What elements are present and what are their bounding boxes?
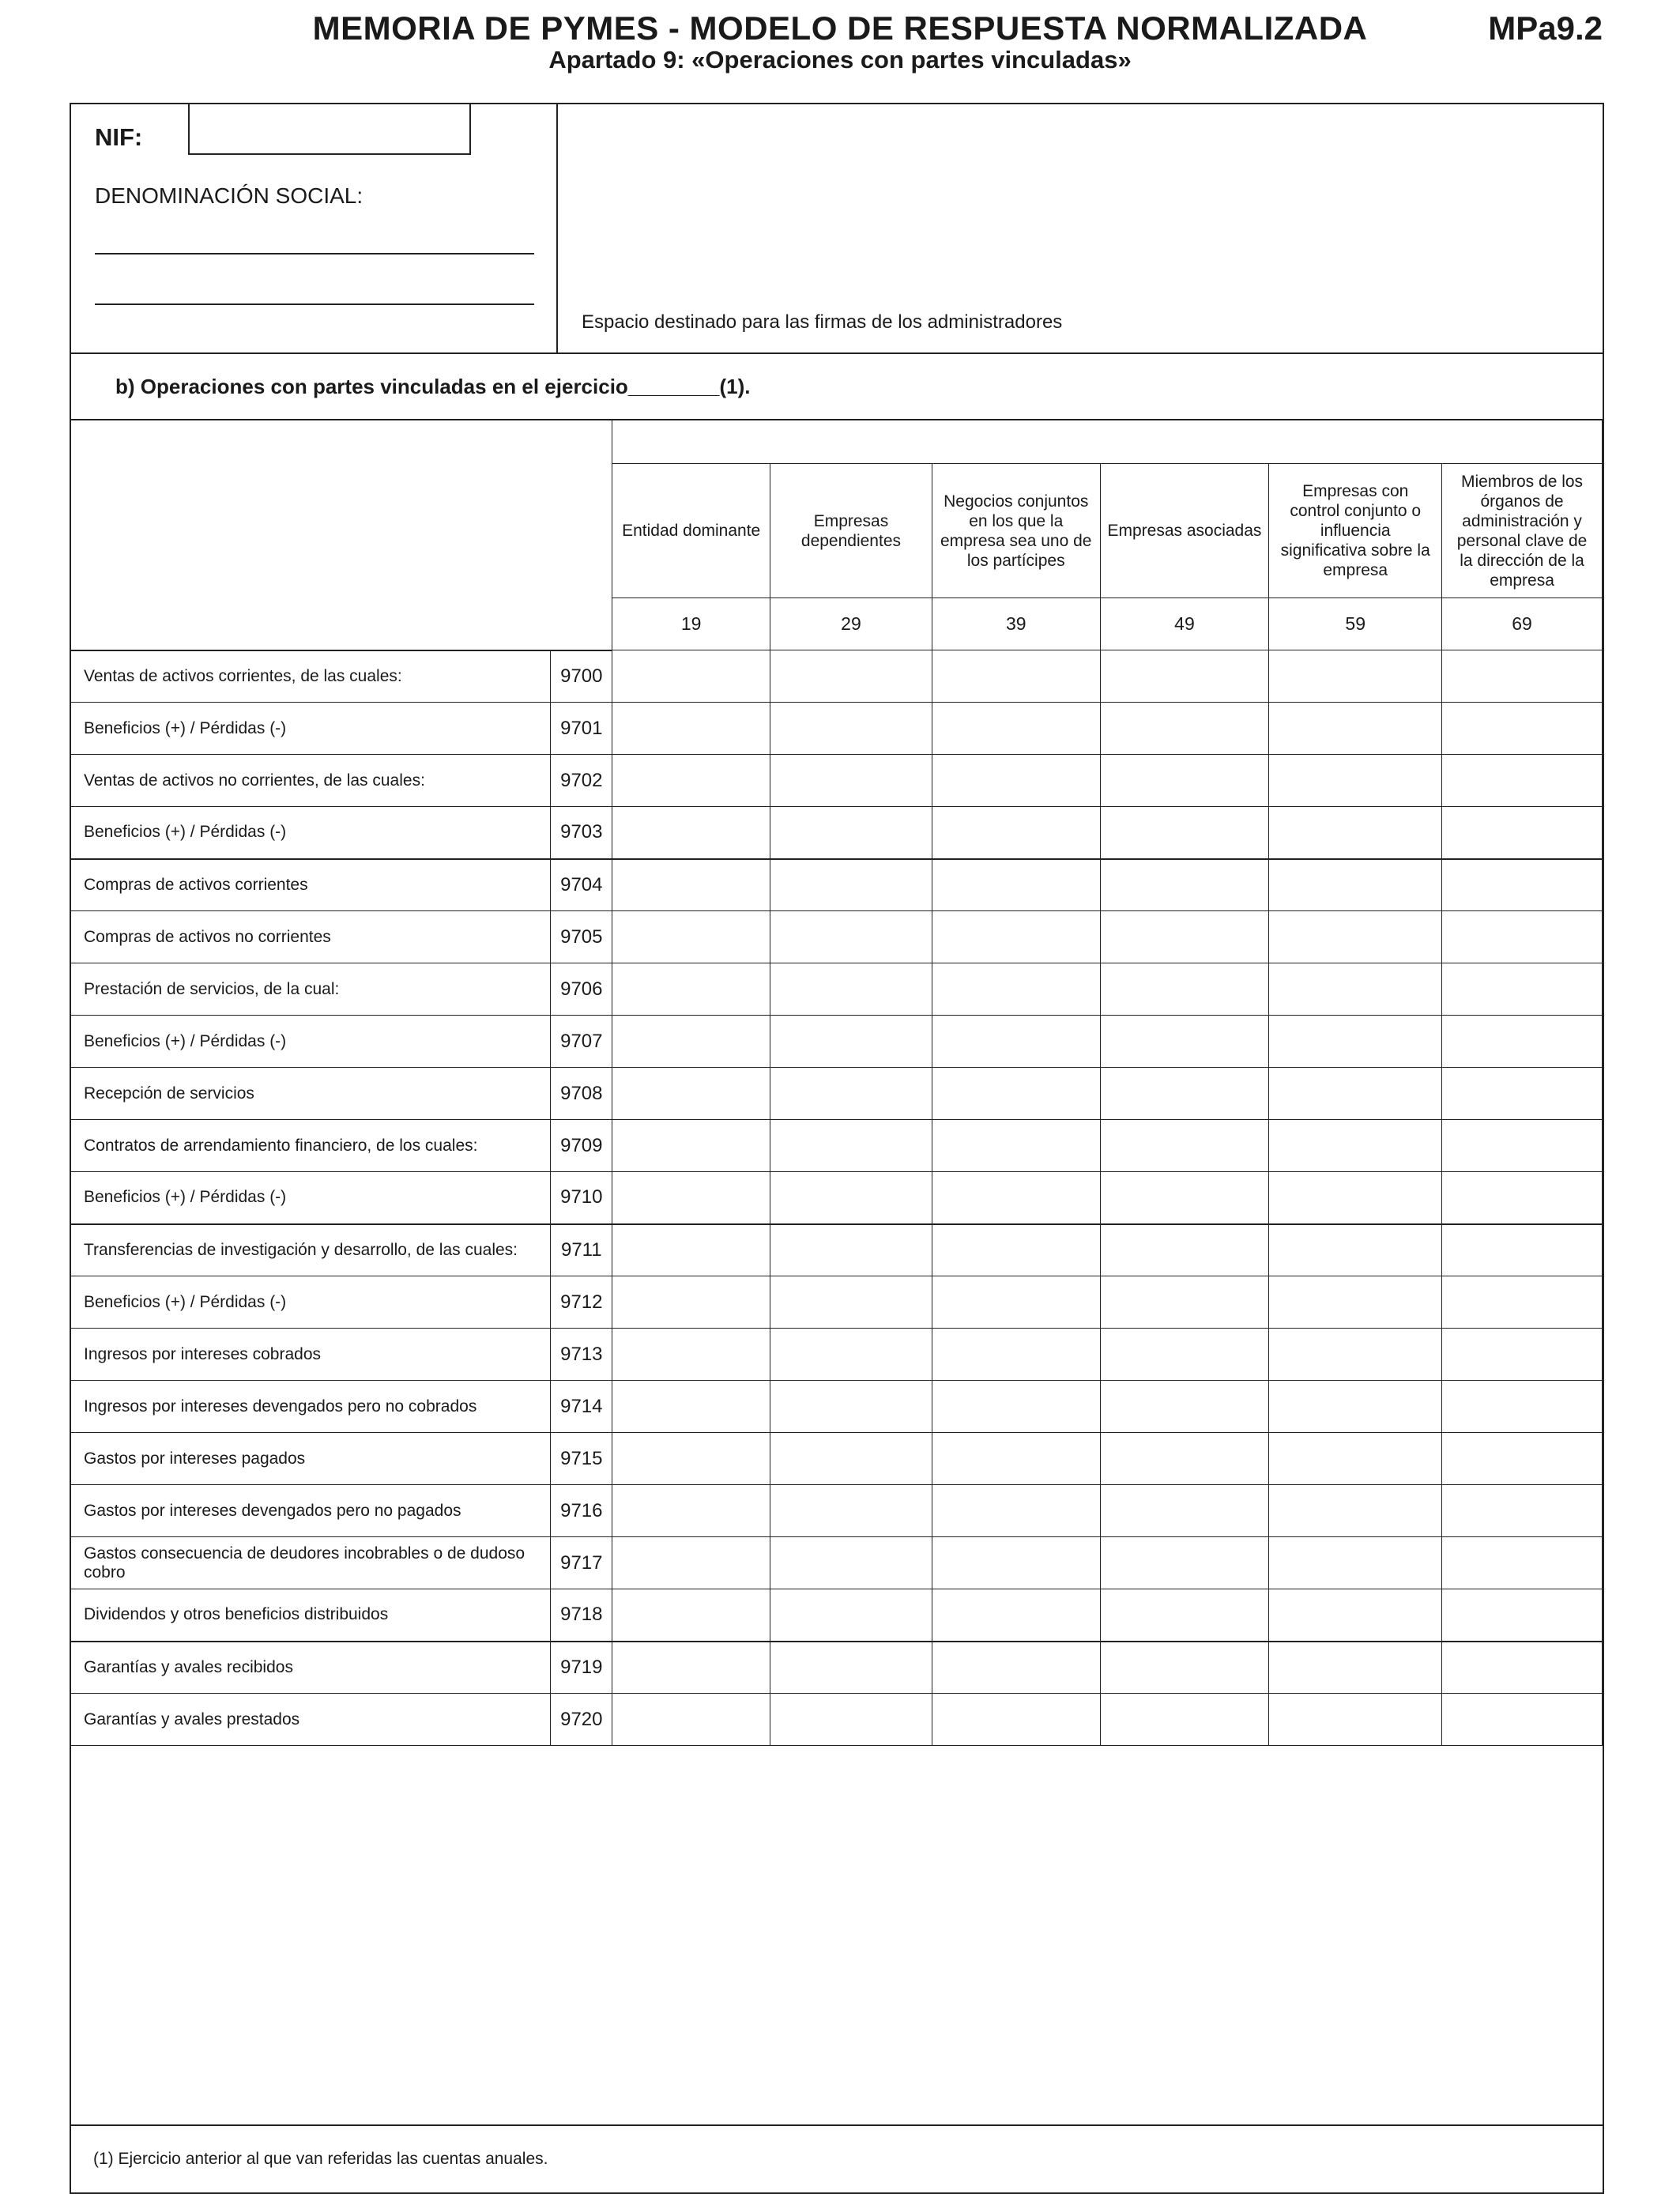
- input-cell[interactable]: [1269, 1172, 1442, 1224]
- row-label: Garantías y avales recibidos: [71, 1642, 551, 1694]
- input-cell[interactable]: [1442, 963, 1603, 1016]
- input-cell[interactable]: [1442, 1016, 1603, 1068]
- row-label: Ventas de activos no corrientes, de las cuales:: [71, 755, 551, 807]
- input-cell[interactable]: [1100, 1068, 1269, 1120]
- row-code: 9717: [551, 1537, 612, 1589]
- column-header: Empresas con control conjunto o influencia significativa sobre la empresa: [1269, 464, 1442, 598]
- column-code: 19: [612, 598, 770, 650]
- form-title: MEMORIA DE PYMES - MODELO DE RESPUESTA NORMALIZADA: [312, 9, 1368, 47]
- input-cell[interactable]: [932, 859, 1100, 911]
- table-row: [71, 755, 1603, 807]
- input-cell[interactable]: [1100, 911, 1269, 963]
- input-cell[interactable]: [1442, 755, 1603, 807]
- input-cell[interactable]: [612, 1068, 770, 1120]
- column-code: 59: [1269, 598, 1442, 650]
- row-label: Gastos por intereses devengados pero no pagados: [71, 1485, 551, 1537]
- row-code: 9704: [551, 859, 612, 911]
- input-cell[interactable]: [1100, 1016, 1269, 1068]
- input-cell[interactable]: [612, 1120, 770, 1172]
- input-cell[interactable]: [1100, 1276, 1269, 1329]
- table-row: [71, 1642, 1603, 1694]
- input-cell[interactable]: [1100, 807, 1269, 859]
- input-cell[interactable]: [932, 755, 1100, 807]
- input-cell[interactable]: [770, 1485, 932, 1537]
- row-code: 9719: [551, 1642, 612, 1694]
- input-cell[interactable]: [1269, 1068, 1442, 1120]
- input-cell[interactable]: [932, 1381, 1100, 1433]
- input-cell[interactable]: [1269, 755, 1442, 807]
- row-code: 9712: [551, 1276, 612, 1329]
- row-code: 9715: [551, 1433, 612, 1485]
- table-row: [71, 1589, 1603, 1642]
- input-cell[interactable]: [932, 1276, 1100, 1329]
- input-cell[interactable]: [1100, 1172, 1269, 1224]
- row-code: 9701: [551, 703, 612, 755]
- input-cell[interactable]: [1100, 650, 1269, 703]
- input-cell[interactable]: [770, 755, 932, 807]
- input-cell[interactable]: [612, 1694, 770, 1746]
- row-code: 9718: [551, 1589, 612, 1642]
- table-row: [71, 1485, 1603, 1537]
- input-cell[interactable]: [1100, 1224, 1269, 1276]
- input-cell[interactable]: [612, 1485, 770, 1537]
- table-row: [71, 1172, 1603, 1224]
- input-cell[interactable]: [1269, 1120, 1442, 1172]
- input-cell[interactable]: [612, 1589, 770, 1642]
- table-row: [71, 1224, 1603, 1276]
- row-code: 9703: [551, 807, 612, 859]
- table-row: [71, 1329, 1603, 1381]
- input-cell[interactable]: [1269, 1589, 1442, 1642]
- input-cell[interactable]: [1100, 703, 1269, 755]
- input-cell[interactable]: [1269, 963, 1442, 1016]
- input-cell[interactable]: [932, 1172, 1100, 1224]
- section-title: b) Operaciones con partes vinculadas en el ejercicio________(1).: [115, 375, 751, 398]
- input-cell[interactable]: [770, 1694, 932, 1746]
- table-row: [71, 1276, 1603, 1329]
- input-cell[interactable]: [1442, 911, 1603, 963]
- column-header: Miembros de los órganos de administración y personal clave de la dirección de la empresa: [1442, 464, 1603, 598]
- input-cell[interactable]: [770, 911, 932, 963]
- row-label: Beneficios (+) / Pérdidas (-): [71, 1016, 551, 1068]
- input-cell[interactable]: [1100, 1694, 1269, 1746]
- input-cell[interactable]: [1442, 1485, 1603, 1537]
- input-cell[interactable]: [1269, 650, 1442, 703]
- table-row: [71, 1433, 1603, 1485]
- input-cell[interactable]: [612, 1433, 770, 1485]
- row-code: 9707: [551, 1016, 612, 1068]
- table-row: [71, 859, 1603, 911]
- input-cell[interactable]: [770, 1433, 932, 1485]
- header-strip: [612, 420, 1603, 464]
- row-code: 9702: [551, 755, 612, 807]
- denominacion-social-label: DENOMINACIÓN SOCIAL:: [95, 183, 363, 208]
- input-cell[interactable]: [1442, 1381, 1603, 1433]
- input-cell[interactable]: [612, 1537, 770, 1589]
- row-code: 9714: [551, 1381, 612, 1433]
- input-cell[interactable]: [1442, 1068, 1603, 1120]
- row-label: Beneficios (+) / Pérdidas (-): [71, 1276, 551, 1329]
- column-header: Empresas asociadas: [1100, 464, 1269, 598]
- input-cell[interactable]: [1269, 1381, 1442, 1433]
- column-code: 49: [1100, 598, 1269, 650]
- input-cell[interactable]: [1100, 1381, 1269, 1433]
- input-cell[interactable]: [1100, 1120, 1269, 1172]
- row-code: 9709: [551, 1120, 612, 1172]
- row-label: Transferencias de investigación y desarrollo, de las cuales:: [71, 1224, 551, 1276]
- input-cell[interactable]: [612, 807, 770, 859]
- row-code: 9713: [551, 1329, 612, 1381]
- column-code: 29: [770, 598, 932, 650]
- input-cell[interactable]: [612, 1642, 770, 1694]
- table-row: [71, 650, 1603, 703]
- input-cell[interactable]: [932, 1589, 1100, 1642]
- input-cell[interactable]: [1269, 703, 1442, 755]
- input-cell[interactable]: [612, 1276, 770, 1329]
- input-cell[interactable]: [1442, 1276, 1603, 1329]
- input-cell[interactable]: [770, 859, 932, 911]
- input-cell[interactable]: [612, 1381, 770, 1433]
- denominacion-social-line-1[interactable]: [95, 253, 534, 254]
- row-label: Gastos por intereses pagados: [71, 1433, 551, 1485]
- input-cell[interactable]: [932, 650, 1100, 703]
- input-cell[interactable]: [770, 650, 932, 703]
- input-cell[interactable]: [1442, 1120, 1603, 1172]
- input-cell[interactable]: [770, 1642, 932, 1694]
- input-cell[interactable]: [770, 1224, 932, 1276]
- input-cell[interactable]: [1442, 807, 1603, 859]
- input-cell[interactable]: [770, 1120, 932, 1172]
- input-cell[interactable]: [932, 703, 1100, 755]
- table-row: [71, 807, 1603, 859]
- input-cell[interactable]: [932, 1329, 1100, 1381]
- input-cell[interactable]: [612, 755, 770, 807]
- input-cell[interactable]: [1442, 650, 1603, 703]
- input-cell[interactable]: [1442, 1433, 1603, 1485]
- input-cell[interactable]: [1442, 859, 1603, 911]
- table-row: [71, 1068, 1603, 1120]
- input-cell[interactable]: [612, 859, 770, 911]
- footnote: [71, 2124, 1603, 2192]
- input-cell[interactable]: [1442, 1642, 1603, 1694]
- input-cell[interactable]: [1269, 1485, 1442, 1537]
- input-cell[interactable]: [1442, 703, 1603, 755]
- input-cell[interactable]: [1269, 807, 1442, 859]
- input-cell[interactable]: [1269, 1016, 1442, 1068]
- table-row: [71, 963, 1603, 1016]
- form-code: MPa9.2: [1488, 9, 1603, 47]
- row-label: Ingresos por intereses cobrados: [71, 1329, 551, 1381]
- row-label: Compras de activos corrientes: [71, 859, 551, 911]
- input-cell[interactable]: [1100, 859, 1269, 911]
- table-row: [71, 703, 1603, 755]
- column-header: Negocios conjuntos en los que la empresa sea uno de los partícipes: [932, 464, 1100, 598]
- row-code: 9716: [551, 1485, 612, 1537]
- input-cell[interactable]: [932, 1642, 1100, 1694]
- input-cell[interactable]: [1442, 1537, 1603, 1589]
- table-row: [71, 1537, 1603, 1589]
- input-cell[interactable]: [1442, 1694, 1603, 1746]
- input-cell[interactable]: [932, 1485, 1100, 1537]
- input-cell[interactable]: [612, 1224, 770, 1276]
- input-cell[interactable]: [1269, 859, 1442, 911]
- input-cell[interactable]: [932, 1120, 1100, 1172]
- form-frame: [70, 103, 1604, 2194]
- row-label: Dividendos y otros beneficios distribuidos: [71, 1589, 551, 1642]
- row-label: Beneficios (+) / Pérdidas (-): [71, 807, 551, 859]
- section-header: [71, 352, 1603, 420]
- input-cell[interactable]: [770, 1381, 932, 1433]
- input-cell[interactable]: [932, 911, 1100, 963]
- input-cell[interactable]: [1269, 1276, 1442, 1329]
- input-cell[interactable]: [932, 1433, 1100, 1485]
- input-cell[interactable]: [1269, 1694, 1442, 1746]
- column-header: Entidad dominante: [612, 464, 770, 598]
- input-cell[interactable]: [932, 807, 1100, 859]
- denominacion-social-line-2[interactable]: [95, 303, 534, 305]
- input-cell[interactable]: [1100, 1589, 1269, 1642]
- row-code: 9720: [551, 1694, 612, 1746]
- row-code: 9706: [551, 963, 612, 1016]
- table-row: [71, 1381, 1603, 1433]
- input-cell[interactable]: [932, 1694, 1100, 1746]
- input-cell[interactable]: [1100, 1537, 1269, 1589]
- input-cell[interactable]: [932, 1016, 1100, 1068]
- row-label: Ventas de activos corrientes, de las cuales:: [71, 650, 551, 703]
- input-cell[interactable]: [770, 1276, 932, 1329]
- column-code: 39: [932, 598, 1100, 650]
- row-code: 9708: [551, 1068, 612, 1120]
- row-label: Garantías y avales prestados: [71, 1694, 551, 1746]
- input-cell[interactable]: [770, 1172, 932, 1224]
- input-cell[interactable]: [1100, 1329, 1269, 1381]
- footnote-text: (1) Ejercicio anterior al que van referidas las cuentas anuales.: [93, 2150, 548, 2168]
- table-row: [71, 1694, 1603, 1746]
- row-label: Ingresos por intereses devengados pero no cobrados: [71, 1381, 551, 1433]
- row-code: 9711: [551, 1224, 612, 1276]
- table-row: [71, 911, 1603, 963]
- input-cell[interactable]: [1442, 1329, 1603, 1381]
- input-cell[interactable]: [1442, 1589, 1603, 1642]
- input-cell[interactable]: [932, 1068, 1100, 1120]
- input-cell[interactable]: [1269, 911, 1442, 963]
- input-cell[interactable]: [770, 1589, 932, 1642]
- table-row: [71, 1016, 1603, 1068]
- column-header: Empresas dependientes: [770, 464, 932, 598]
- row-label: Beneficios (+) / Pérdidas (-): [71, 703, 551, 755]
- nif-label: NIF:: [95, 123, 143, 151]
- input-cell[interactable]: [612, 703, 770, 755]
- input-cell[interactable]: [1442, 1172, 1603, 1224]
- identification-panel: [71, 104, 558, 352]
- row-label: Gastos consecuencia de deudores incobrables o de dudoso cobro: [71, 1537, 551, 1589]
- row-label: Contratos de arrendamiento financiero, de los cuales:: [71, 1120, 551, 1172]
- signature-area-note: Espacio destinado para las firmas de los administradores: [582, 311, 1063, 333]
- form-subtitle: Apartado 9: «Operaciones con partes vinculadas»: [548, 46, 1132, 74]
- input-cell[interactable]: [612, 911, 770, 963]
- header-strip-row: [71, 420, 1603, 464]
- input-cell[interactable]: [1100, 755, 1269, 807]
- input-cell[interactable]: [1100, 1642, 1269, 1694]
- input-cell[interactable]: [770, 1068, 932, 1120]
- input-cell[interactable]: [932, 1537, 1100, 1589]
- input-cell[interactable]: [770, 703, 932, 755]
- nif-field[interactable]: [188, 104, 471, 155]
- input-cell[interactable]: [612, 1016, 770, 1068]
- input-cell[interactable]: [1100, 1433, 1269, 1485]
- input-cell[interactable]: [770, 1016, 932, 1068]
- row-label: Recepción de servicios: [71, 1068, 551, 1120]
- table-row: [71, 1120, 1603, 1172]
- row-label: Prestación de servicios, de la cual:: [71, 963, 551, 1016]
- input-cell[interactable]: [932, 963, 1100, 1016]
- input-cell[interactable]: [770, 963, 932, 1016]
- input-cell[interactable]: [1269, 1642, 1442, 1694]
- row-code: 9700: [551, 650, 612, 703]
- row-label: Beneficios (+) / Pérdidas (-): [71, 1172, 551, 1224]
- input-cell[interactable]: [1442, 1224, 1603, 1276]
- input-cell[interactable]: [1269, 1433, 1442, 1485]
- row-code: 9705: [551, 911, 612, 963]
- table-corner: [71, 420, 612, 650]
- input-cell[interactable]: [932, 1224, 1100, 1276]
- input-cell[interactable]: [1100, 1485, 1269, 1537]
- input-cell[interactable]: [770, 1537, 932, 1589]
- input-cell[interactable]: [770, 1329, 932, 1381]
- input-cell[interactable]: [1100, 963, 1269, 1016]
- input-cell[interactable]: [612, 1329, 770, 1381]
- input-cell[interactable]: [1269, 1224, 1442, 1276]
- input-cell[interactable]: [612, 650, 770, 703]
- related-party-operations-table: [71, 419, 1603, 1746]
- row-label: Compras de activos no corrientes: [71, 911, 551, 963]
- input-cell[interactable]: [770, 807, 932, 859]
- input-cell[interactable]: [612, 963, 770, 1016]
- input-cell[interactable]: [612, 1172, 770, 1224]
- column-code: 69: [1442, 598, 1603, 650]
- input-cell[interactable]: [1269, 1537, 1442, 1589]
- row-code: 9710: [551, 1172, 612, 1224]
- input-cell[interactable]: [1269, 1329, 1442, 1381]
